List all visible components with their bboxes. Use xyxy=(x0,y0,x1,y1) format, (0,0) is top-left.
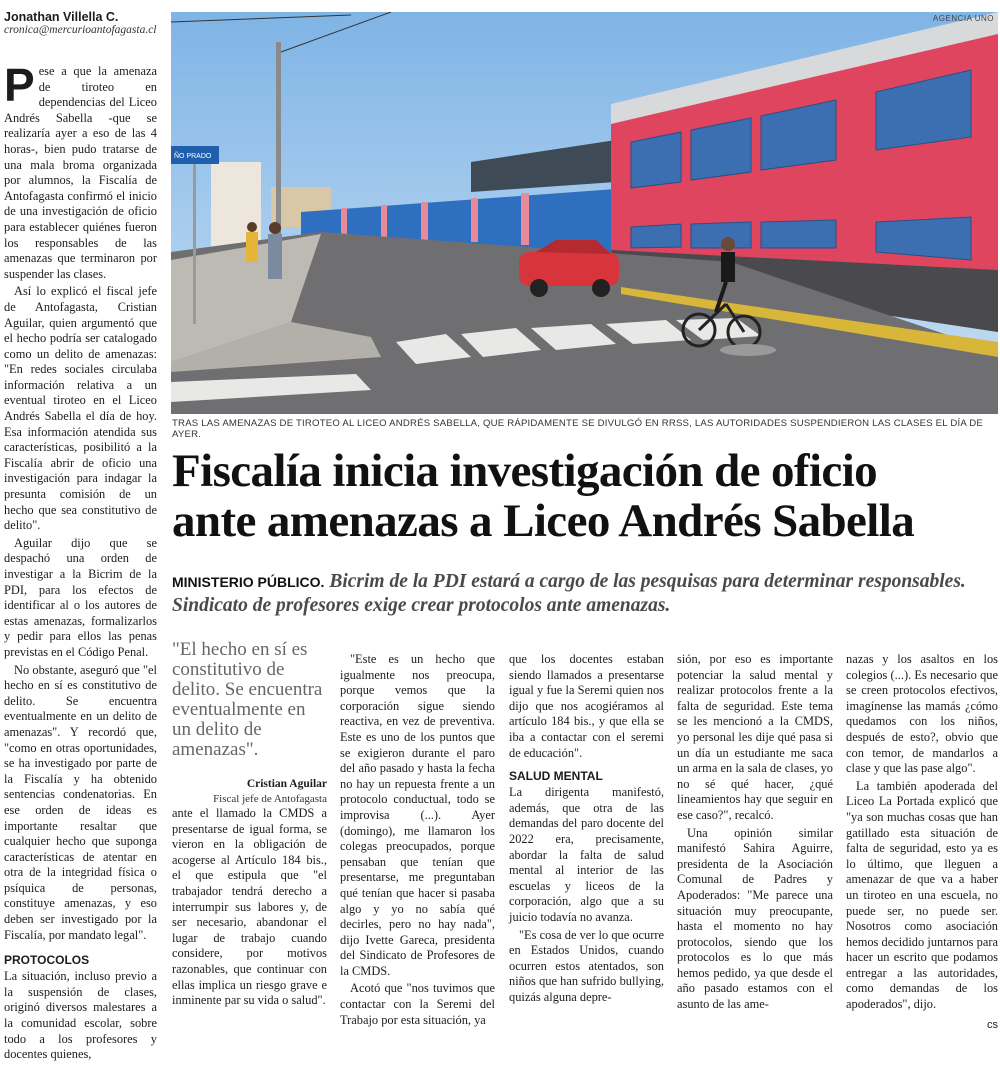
pull-quote-text: "El hecho en sí es constitutivo de delito. Se encuentra eventualmente en un delito de amenazas". xyxy=(172,639,323,760)
paragraph: Así lo explicó el fiscal jefe de Antofagasta, Cristian Aguilar, quien argumentó que el hecho podría ser catalogado como un delito de amenazas: "En redes sociales circulaba información relativa a un eventual tiroteo en el Liceo Andrés Sabella el día de hoy. Esa información atendida sus características, posibilitó a la Fiscalía abrir de oficio una investigación para indagar la presunta comisión de un hecho que sea constitutivo de delito". xyxy=(4,284,157,533)
section-subhead: SALUD MENTAL xyxy=(509,769,603,784)
lead-paragraph: Pese a que la amenaza de tiroteo en dependencias del Liceo Andrés Sabella -que se realizaría ayer a eso de las 4 horas-, bien pudo tratarse de una mala broma organizada por alumnos, la Fiscalía de Antofagasta confirmó el inicio de una investigación de oficio para establecer quiénes fueron los responsables de las amenazas que terminaron por suspender las clases. xyxy=(4,59,157,281)
article-column-6 xyxy=(846,652,998,1033)
author-name: Jonathan Villella C. xyxy=(4,10,119,24)
photo-credit: AGENCIA UNO xyxy=(932,14,994,23)
article-column-4 xyxy=(509,652,664,1007)
headline-line-2: ante amenazas a Liceo Andrés Sabella xyxy=(172,495,915,547)
paragraph: nazas y los asaltos en los colegios (...). Es necesario que se creen protocolos efectivos, imagínense las mamás ¿cómo quedamos con los niños, después de esto?, obvio que con temor, de mandarlos a clase y que las pase algo". xyxy=(846,652,998,776)
article-column-1 xyxy=(4,59,157,1065)
photo-caption: TRAS LAS AMENAZAS DE TIROTEO AL LICEO ANDRÉS SABELLA, QUE RÁPIDAMENTE SE DIVULGÓ EN RRSS, LAS AUTORIDADES SUSPENDIERON LAS CLASES EL DÍA DE AYER. xyxy=(172,418,983,440)
pull-quote-author: Cristian Aguilar xyxy=(246,778,327,790)
byline xyxy=(4,10,164,36)
paragraph: ante el llamado la CMDS a presentarse de igual forma, se vieron en la obligación de acogerse al Artículo 184 bis., el que estipula que "el trabajador tendrá derecho a interrumpir sus labores y, de ser necesario, abandonar el lugar de trabajo cuando considere, por motivos razonables, que continuar con ellas implica un riesgo grave e inminente par su vida o salud". xyxy=(172,806,327,1008)
deck-kicker: MINISTERIO PÚBLICO. xyxy=(172,574,325,590)
paragraph: "Este es un hecho que igualmente nos preocupa, porque vemos que la corporación sigue siendo reactiva, en vez de preventiva. Este es uno de los puntos que se exigieron durante el paro del año pasado y hasta la fecha no hay un repuesta frente a un protocolo conductual, todo se improvisa (...). Ayer (domingo), me llamaron los colegas preocupados, porque pensaban que tenían que presentarse, me preguntaban qué tenían que hacer si pasaba algo y yo no sabía qué decirles, pero no hay nada", dijo Ivette Gareca, presidenta del Sindicato de Profesores de la CMDS. xyxy=(340,652,495,978)
pull-quote-role: Fiscal jefe de Antofagasta xyxy=(213,793,327,805)
paragraph: "Es cosa de ver lo que ocurre en Estados Unidos, cuando ocurren estos atentados, son niños que han sufrido bullying, quizás alguna depre- xyxy=(509,927,664,1004)
paragraph: La dirigenta manifestó, además, que otra de las demandas del paro docente del 2022 era, precisamente, abordar la falta de salud mental al interior de las escuelas y liceos de la corporación, algo que a su juicio todavía no avanza. xyxy=(509,785,664,924)
paragraph: La también apoderada del Liceo La Portada explicó que "ya son muchas cosas que han gatillado esta situación de falta de seguridad, esto ya es lo último, que lleguen a amenazar de que va a haber un tiroteo en una escuela, no puede ser, no puede ser. Nosotros como asociación hemos decidido juntarnos para hacer un escrito que podamos entregar a las autoridades, como demandas de los apoderados", dijo. xyxy=(846,778,998,1012)
paragraph: La situación, incluso previo a la suspensión de clases, originó diversos malestares a la comunidad escolar, sobre todo a los profesores y docentes quienes, xyxy=(4,969,157,1062)
headline xyxy=(172,446,998,546)
paragraph: Aguilar dijo que se despachó una orden de investigar a la Bicrim de la PDI, para los efectos de identificar al o los autores de estas amenazas, formalizarlos y pedir para ellos las penas previstas en el Código Penal. xyxy=(4,535,157,659)
news-photo xyxy=(171,12,998,414)
pull-quote xyxy=(172,640,327,805)
drop-cap: P xyxy=(4,59,35,111)
article-column-5 xyxy=(677,652,833,1015)
paragraph: Acotó que "nos tuvimos que contactar con la Seremi del Trabajo por esta situación, ya xyxy=(340,981,495,1027)
end-mark: cs xyxy=(987,1018,998,1031)
article-column-2 xyxy=(172,806,327,1011)
headline-line-1: Fiscalía inicia investigación de oficio xyxy=(172,445,878,497)
paragraph: sión, por eso es importante potenciar la salud mental y realizar protocolos frente a la falta de seguridad. Este tema se les mencionó a la CMDS, yo personal les dije qué pasa si un día un estudiante me saca un arma en la sala de clases, yo no sé qué hacer, ¿qué lineamientos hay que seguir en ese caso?", recalcó. xyxy=(677,652,833,822)
deck-text: Bicrim de la PDI estará a cargo de las pesquisas para determinar responsables. Sindicato de profesores exige crear protocolos ante amenazas. xyxy=(172,571,966,616)
street-scene-illustration xyxy=(171,12,998,414)
paragraph: No obstante, aseguró que "el hecho en sí es constitutivo de delito. Se encuentra eventualmente en un delito de amenazas". Y recordó que, "como en otras oportunidades, se ha investigado por parte de la Fiscalía y ha obtenido sentencias condenatorias. En ese orden de ideas es importante resaltar que cualquier hecho que suponga características de atentar en otra de la integridad física o psíquica de personas, constituye amenazas, y eso deben ser investigado por la Fiscalía, por mandato legal". xyxy=(4,662,157,942)
article-column-3 xyxy=(340,652,495,1030)
deck xyxy=(172,570,998,618)
paragraph: que los docentes estaban siendo llamados a presentarse igual y fue la Seremi quien nos dijo que nos acogiéramos al artículo 184 bis., y que ella se iba a contactar con el seremi de educación". xyxy=(509,652,664,760)
author-email[interactable]: cronica@mercurioantofagasta.cl xyxy=(4,24,157,36)
street-sign-text: ÑO PRADO xyxy=(174,153,212,160)
paragraph: Una opinión similar manifestó Sahira Aguirre, presidenta de la Asociación Comunal de Padres y Apoderados: "Me parece una situación muy preocupante, hasta el momento no hay protocolos, siendo que los protocolos es lo que más hemos pedido, ya que desde el año pasado estamos con el asunto de las ame- xyxy=(677,825,833,1012)
section-subhead: PROTOCOLOS xyxy=(4,953,90,968)
